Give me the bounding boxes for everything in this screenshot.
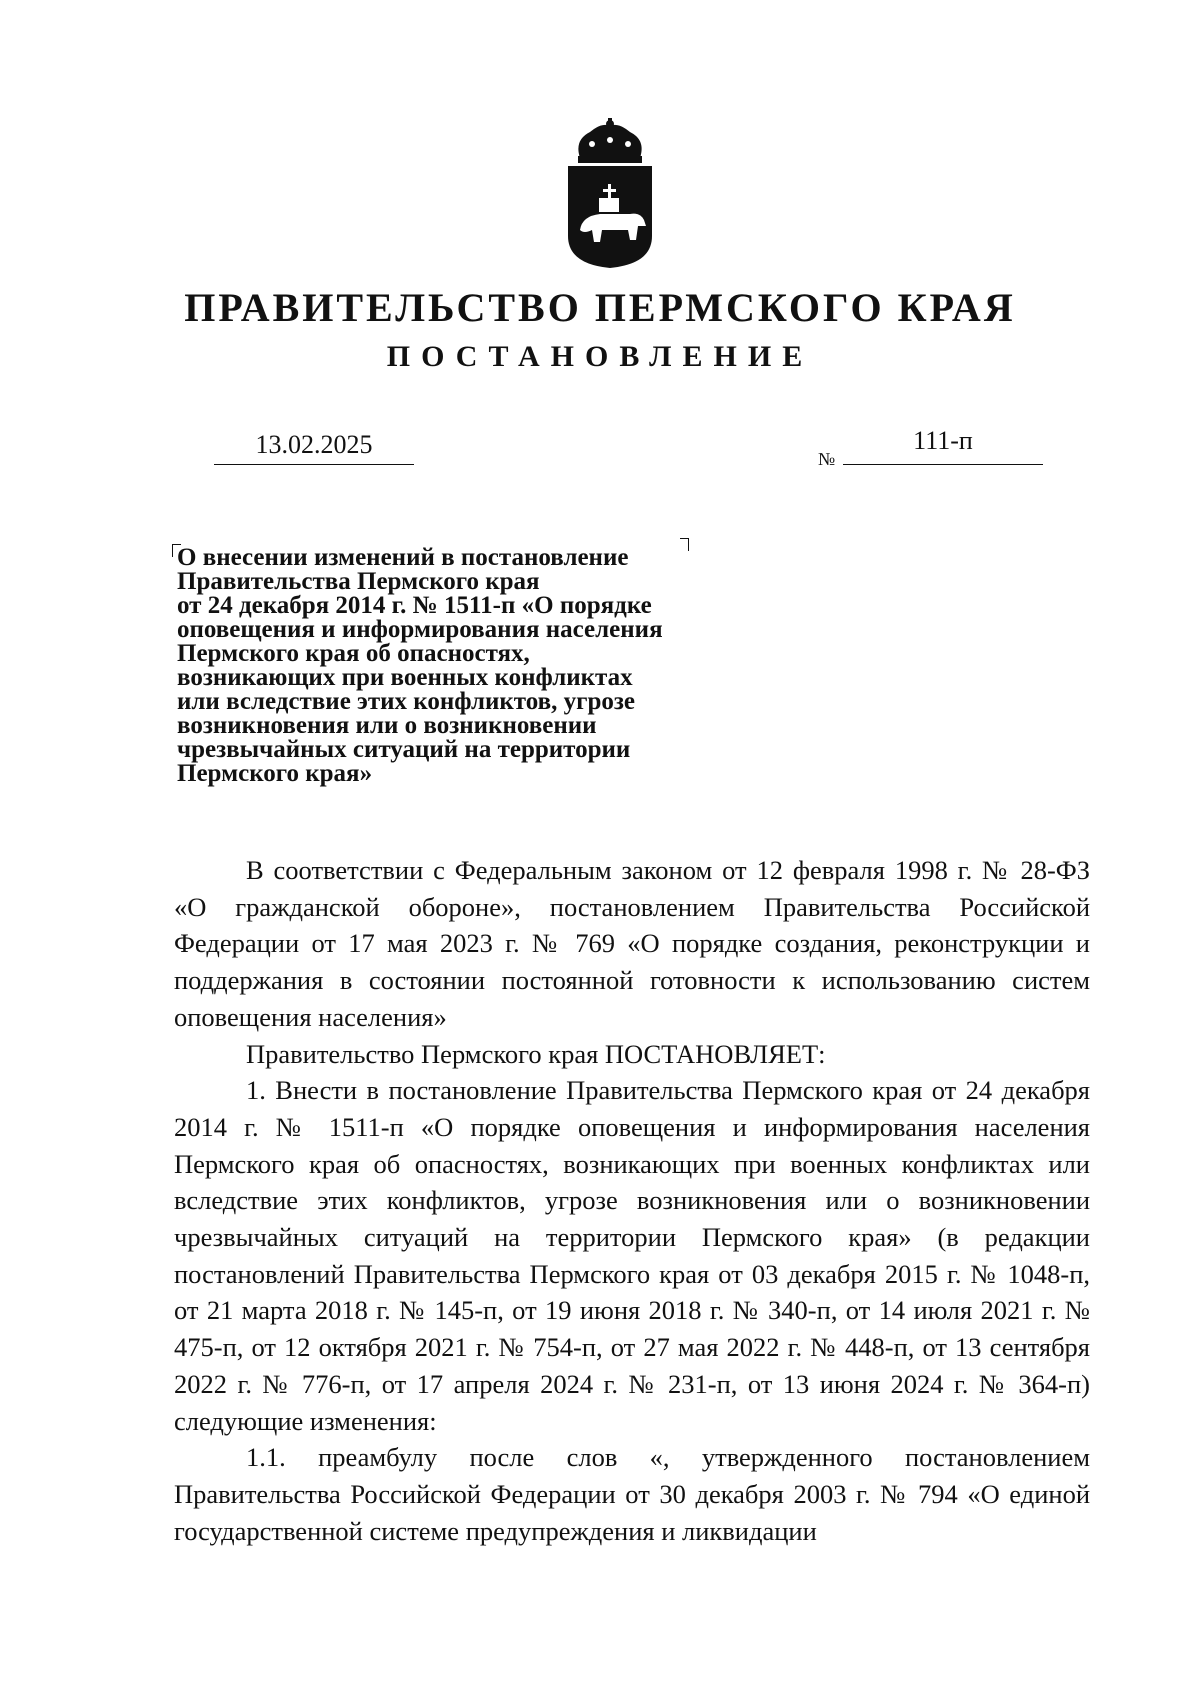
document-number: 111-п (843, 426, 1043, 465)
subject-line: Правительства Пермского края (177, 568, 540, 595)
subject-line: возникающих при военных конфликтах (177, 664, 633, 691)
subject-line: оповещения и информирования населения (177, 616, 663, 643)
number-sign: № (818, 449, 836, 469)
subject-line: от 24 декабря 2014 г. № 1511-п «О порядке (177, 592, 652, 619)
preamble-paragraph: В соответствии с Федеральным законом от 12 февраля 1998 г. № 28-ФЗ «О гражданской обороне», постановлением Правительства Российской Федерации от 17 мая 2023 г. № 769 «О порядке создания, реконструкции и поддержания в состоянии постоянной готовности к использованию систем оповещения населения» (174, 855, 1090, 1032)
document-body (174, 852, 1090, 1549)
item-1-1-paragraph: 1.1. преамбулу после слов «, утвержденного постановлением Правительства Российской Федерации от 30 декабря 2003 г. № 794 «О единой государственной системе предупреждения и ликвидации (174, 1442, 1090, 1546)
coat-of-arms-icon (566, 118, 654, 268)
subject-line: Пермского края об опасностях, (177, 640, 530, 667)
subject-line: О внесении изменений в постановление (177, 544, 629, 571)
subject-line: или вследствие этих конфликтов, угрозе (177, 688, 636, 715)
organization-title: ПРАВИТЕЛЬСТВО ПЕРМСКОГО КРАЯ (184, 285, 1016, 330)
document-date: 13.02.2025 (214, 430, 414, 465)
subject-line: Пермского края» (177, 760, 373, 787)
document-type: ПОСТАНОВЛЕНИЕ (386, 340, 814, 373)
subject-line: возникновения или о возникновении (177, 712, 597, 739)
subject-line: чрезвычайных ситуаций на территории (177, 736, 631, 763)
item-1-paragraph: 1. Внести в постановление Правительства Пермского края от 24 декабря 2014 г. № 1511-п «О порядке оповещения и информирования населения Пермского края об опасностях, возникающих при военных конфликтах или вследствие этих конфликтов, угрозе возникновения или о возникновении чрезвычайных ситуаций на территории Пермского края» (в редакции постановлений Правительства Пермского края от 03 декабря 2015 г. № 1048-п, от 21 марта 2018 г. № 145-п, от 19 июня 2018 г. № 340-п, от 14 июля 2021 г. № 475-п, от 12 октября 2021 г. № 754-п, от 27 мая 2022 г. № 448-п, от 13 сентября 2022 г. № 776-п, от 17 апреля 2024 г. № 231-п, от 13 июня 2024 г. № 364-п) следующие изменения: (174, 1075, 1090, 1436)
document-subject (177, 546, 757, 786)
resolves-paragraph: Правительство Пермского края ПОСТАНОВЛЯЕТ: (246, 1038, 826, 1069)
